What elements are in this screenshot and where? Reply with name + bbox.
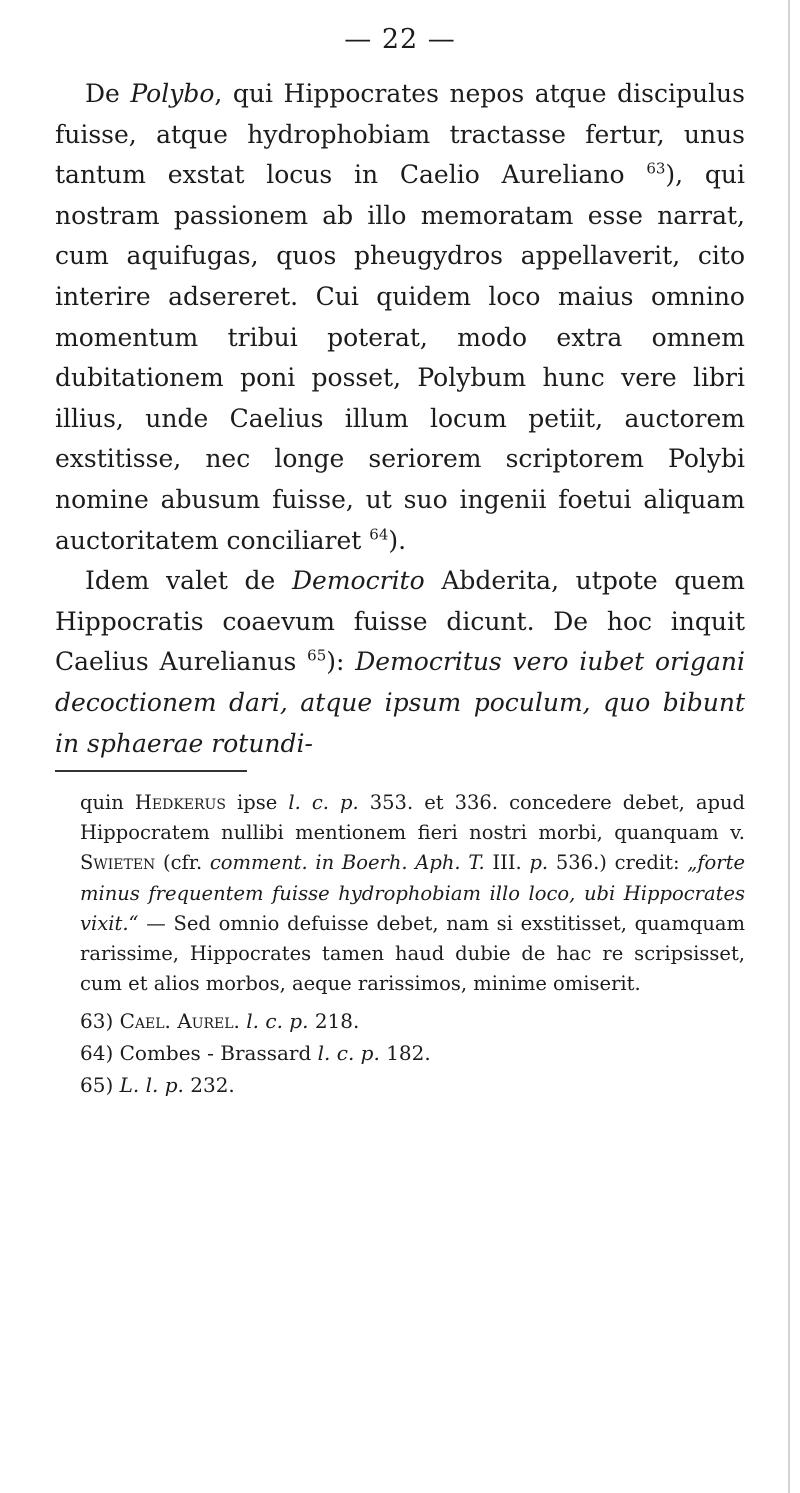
text-segment: (cfr. [155, 851, 210, 875]
author-swieten: Swieten [80, 851, 156, 875]
name-polybus: Polybo [130, 79, 215, 108]
footnote-page: 182. [379, 1041, 431, 1066]
text-segment: Idem valet de [85, 566, 293, 596]
text-segment: De [85, 79, 131, 108]
footnote-marker-65: 65 [307, 646, 327, 665]
author-hedkerus: Hedkerus [134, 791, 226, 814]
citation-reference: L. l. p. [119, 1073, 184, 1098]
text-segment: , qui Hippocrates nepos atque discipulus fuisse, atque hydrophobiam tractasse fertur, unus tantum exstat locus in Caelio Aureliano [55, 79, 745, 190]
paragraph-polybus [55, 74, 745, 561]
footnote-number: 63) [80, 1009, 120, 1034]
text-segment: ipse [225, 791, 289, 814]
footnote-63 [80, 1005, 745, 1037]
text-segment: 536.) credit: [548, 851, 688, 875]
citation-reference: comment. in Boerh. Aph. T. [209, 851, 485, 875]
footnote-65 [80, 1069, 745, 1101]
citation-reference: l. c. p. [311, 1041, 380, 1066]
italic-quotation: Democritus vero iubet origani decoctionem dari, atque ipsum poculum, quo bibunt in sphaerae rotundi- [55, 647, 745, 758]
footnote-64 [80, 1037, 745, 1069]
text-segment: ), qui nostram passionem ab illo memoratam esse narrat, cum aquifugas, quos pheugydros appellaverit, cito interire adsereret. Cui quidem loco maius omnino momentum tribui poterat, modo extra omnem dubitationem poni posset, Polybum hunc vere libri illius, unde Caelius illum locum petiit, auctorem exstitisse, nec longe seriorem scriptorem Polybi nomine abusum fuisse, ut suo ingenii foetui aliquam auctoritatem conciliaret [55, 160, 746, 555]
italic-quotation: „forte minus frequentem fuisse hydrophobiam illo loco, ubi Hippocrates vixit.“ [80, 851, 745, 935]
text-segment: III. [484, 851, 530, 875]
footnote-separator [55, 770, 247, 772]
text-segment: ). [388, 525, 407, 555]
text-segment: — Sed omnio defuisse debet, nam si exstitisset, quamquam rarissime, Hippocrates tamen haud dubie de hac re scripsisset, cum et alios morbos, aeque rarissimos, minime omiserit. [80, 911, 745, 996]
footnote-author: Combes - Brassard [119, 1041, 312, 1066]
text-segment: ): [326, 647, 356, 677]
footnote-continuation [80, 788, 745, 999]
footnotes [80, 788, 745, 1101]
footnote-marker-64: 64 [369, 525, 389, 544]
footnote-number: 65) [80, 1073, 120, 1098]
footnote-page: 232. [183, 1073, 235, 1098]
citation-reference: l. c. p. [239, 1009, 309, 1034]
footnote-author: Cael. Aurel. [119, 1009, 240, 1034]
page-number: — 22 — [344, 24, 456, 55]
page-edge-line [788, 0, 790, 1493]
citation-reference: l. c. p. [288, 791, 359, 814]
paragraph-democritus [55, 561, 745, 764]
text-segment: Abderita, utpote quem Hippocratis coaevum fuisse dicunt. De hoc inquit Caelius Aurelianus [55, 566, 745, 677]
footnote-list [80, 1005, 745, 1101]
main-text [55, 74, 745, 764]
text-segment: 353. et 336. concedere debet, apud Hippocratem nullibi mentionem fieri nostri morbi, quanquam v. [80, 791, 745, 845]
name-democritus: Democrito [292, 566, 425, 596]
text-segment: quin [80, 791, 135, 814]
footnote-page: 218. [308, 1009, 360, 1034]
footnote-marker-63: 63 [646, 159, 666, 178]
citation-reference: p. [529, 851, 549, 875]
footnote-number: 64) [80, 1041, 120, 1066]
